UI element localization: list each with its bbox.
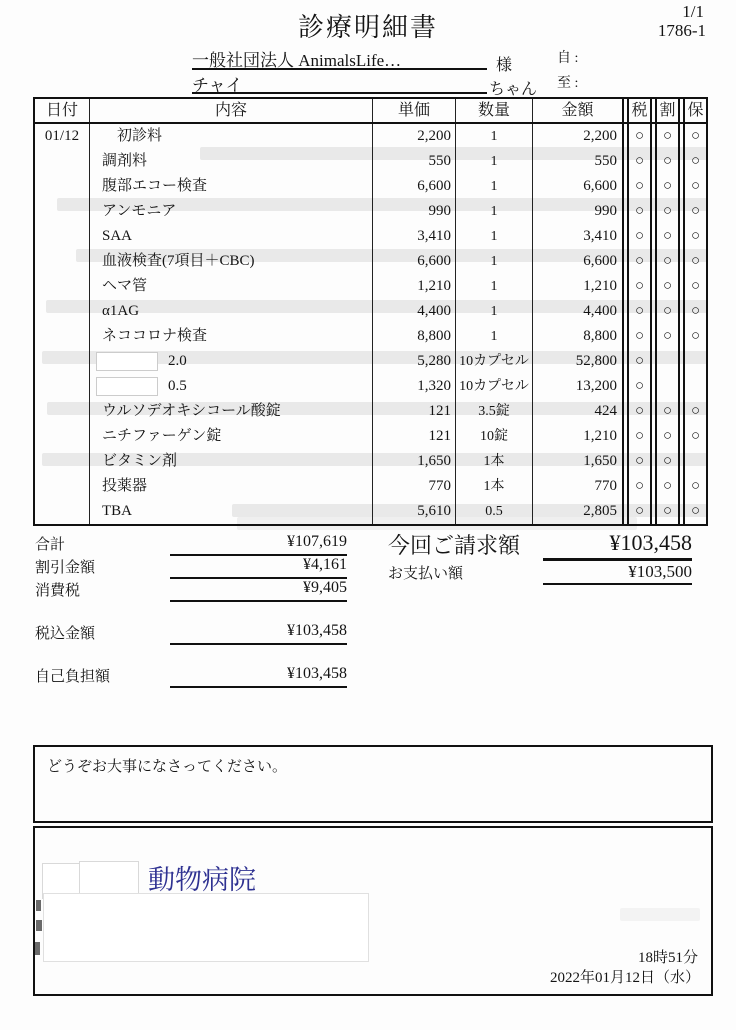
insurance-mark [683, 349, 708, 374]
item-unit-price: 4,400 [373, 299, 456, 324]
item-quantity: 10カプセル [456, 349, 533, 374]
tax-mark: ○ [627, 149, 652, 174]
item-name [90, 224, 373, 249]
header-insurance: 保 [683, 99, 708, 122]
item-unit-price: 121 [373, 424, 456, 449]
tax-mark: ○ [627, 449, 652, 474]
item-quantity: 1 [456, 249, 533, 274]
item-name-text: 調剤料 [102, 153, 148, 169]
print-date: 2022年01月12日（水） [549, 970, 700, 986]
item-amount: 2,805 [533, 499, 624, 524]
item-amount: 770 [533, 474, 624, 499]
item-date [33, 299, 90, 324]
summary-tax-label: 消費税 [35, 583, 81, 599]
item-name [90, 474, 373, 499]
invoice-amount-value: ¥103,458 [543, 527, 692, 561]
table-row [33, 124, 708, 149]
item-quantity: 1 [456, 124, 533, 149]
summary-total-with-tax-label: 税込金額 [35, 626, 96, 642]
item-quantity: 0.5 [456, 499, 533, 524]
insurance-mark: ○ [683, 399, 708, 424]
document-number: 1786-1 [657, 21, 706, 40]
discount-mark: ○ [655, 399, 680, 424]
table-row [33, 274, 708, 299]
item-date [33, 249, 90, 274]
item-unit-price: 3,410 [373, 224, 456, 249]
redacted-text-fragment [36, 900, 41, 911]
header-unit-price: 単価 [373, 99, 456, 122]
table-row [33, 499, 708, 524]
item-name [90, 299, 373, 324]
header-tax: 税 [627, 99, 652, 122]
client-honorific: 様 [496, 57, 513, 74]
tax-mark: ○ [627, 274, 652, 299]
discount-mark: ○ [655, 274, 680, 299]
item-name-text: 初診料 [102, 128, 163, 144]
item-date [33, 424, 90, 449]
table-row [33, 399, 708, 424]
item-amount: 1,210 [533, 424, 624, 449]
item-date [33, 274, 90, 299]
item-name-text: ビタミン剤 [102, 453, 178, 469]
discount-mark: ○ [655, 324, 680, 349]
item-date [33, 449, 90, 474]
discount-mark: ○ [655, 149, 680, 174]
table-body [33, 124, 708, 524]
discount-mark: ○ [655, 124, 680, 149]
pet-honorific: ちゃん [489, 81, 538, 98]
item-unit-price: 990 [373, 199, 456, 224]
item-amount: 4,400 [533, 299, 624, 324]
header-discount: 割 [655, 99, 680, 122]
item-name [90, 174, 373, 199]
redaction-box [96, 377, 158, 396]
item-name [90, 449, 373, 474]
item-quantity: 1 [456, 324, 533, 349]
insurance-mark: ○ [683, 149, 708, 174]
item-amount: 6,600 [533, 249, 624, 274]
page-number: 1/1 [682, 2, 704, 21]
item-quantity: 1 [456, 199, 533, 224]
discount-mark: ○ [655, 299, 680, 324]
item-date [33, 324, 90, 349]
item-unit-price: 770 [373, 474, 456, 499]
tax-mark: ○ [627, 174, 652, 199]
items-table [33, 97, 708, 526]
item-amount: 1,650 [533, 449, 624, 474]
item-amount: 1,210 [533, 274, 624, 299]
insurance-mark: ○ [683, 249, 708, 274]
pet-name: チャイ [192, 71, 487, 94]
tax-mark: ○ [627, 499, 652, 524]
discount-mark: ○ [655, 199, 680, 224]
table-row [33, 174, 708, 199]
discount-mark [655, 349, 680, 374]
header-amount: 金額 [533, 99, 624, 122]
insurance-mark: ○ [683, 174, 708, 199]
item-date [33, 174, 90, 199]
message-text: どうぞお大事になさってください。 [47, 759, 288, 775]
item-name-text: アンモニア [102, 203, 177, 219]
item-quantity: 1 [456, 299, 533, 324]
item-date [33, 224, 90, 249]
tax-mark: ○ [627, 424, 652, 449]
tax-mark: ○ [627, 349, 652, 374]
item-name-text: SAA [102, 228, 133, 244]
message-box [33, 745, 713, 823]
item-amount: 2,200 [533, 124, 624, 149]
item-date [33, 149, 90, 174]
item-name [90, 499, 373, 524]
item-name [90, 149, 373, 174]
table-row [33, 199, 708, 224]
item-quantity: 1本 [456, 449, 533, 474]
redacted-text-fragment [36, 920, 42, 931]
item-name-text: 血液検査(7項目＋CBC) [102, 253, 255, 269]
redacted-text-fragment [35, 942, 40, 955]
tax-mark: ○ [627, 474, 652, 499]
item-amount: 550 [533, 149, 624, 174]
item-quantity: 1本 [456, 474, 533, 499]
table-row [33, 449, 708, 474]
tax-mark: ○ [627, 299, 652, 324]
period-to-label: 至 : [557, 76, 579, 91]
item-name-text: 投薬器 [102, 478, 148, 494]
item-quantity: 10錠 [456, 424, 533, 449]
tax-mark: ○ [627, 199, 652, 224]
discount-mark: ○ [655, 224, 680, 249]
item-date [33, 474, 90, 499]
insurance-mark: ○ [683, 199, 708, 224]
discount-mark: ○ [655, 499, 680, 524]
item-quantity: 3.5錠 [456, 399, 533, 424]
payment-amount-label: お支払い額 [388, 566, 464, 582]
item-name-text: α1AG [102, 303, 140, 319]
item-unit-price: 1,650 [373, 449, 456, 474]
table-row [33, 349, 708, 374]
insurance-mark [683, 374, 708, 399]
item-unit-price: 2,200 [373, 124, 456, 149]
discount-mark: ○ [655, 449, 680, 474]
table-row [33, 374, 708, 399]
clinic-name: 動物病院 [148, 865, 256, 895]
item-name [90, 349, 373, 374]
item-unit-price: 5,280 [373, 349, 456, 374]
insurance-mark: ○ [683, 299, 708, 324]
insurance-mark: ○ [683, 324, 708, 349]
period-from-label: 自 : [557, 51, 579, 66]
header-date: 日付 [33, 99, 90, 122]
item-unit-price: 121 [373, 399, 456, 424]
table-row [33, 299, 708, 324]
item-name [90, 399, 373, 424]
item-unit-price: 6,600 [373, 249, 456, 274]
discount-mark [655, 374, 680, 399]
summary-discount-label: 割引金額 [35, 560, 96, 576]
tax-mark: ○ [627, 324, 652, 349]
item-date: 01/12 [33, 124, 90, 149]
item-unit-price: 8,800 [373, 324, 456, 349]
summary-self-pay-label: 自己負担額 [35, 669, 111, 685]
client-name: 一般社団法人 AnimalsLife… [192, 46, 487, 70]
item-date [33, 349, 90, 374]
item-date [33, 399, 90, 424]
item-name-text: TBA [102, 503, 132, 519]
item-name [90, 374, 373, 399]
item-name [90, 274, 373, 299]
redaction-box [96, 352, 158, 371]
insurance-mark: ○ [683, 499, 708, 524]
discount-mark: ○ [655, 174, 680, 199]
item-name-text: ネココロナ検査 [102, 328, 208, 344]
invoice-amount-label: 今回ご請求額 [388, 533, 521, 558]
payment-amount-value: ¥103,500 [543, 560, 692, 585]
item-name-text: ウルソデオキシコール酸錠 [102, 403, 281, 419]
print-time: 18時51分 [637, 950, 698, 966]
header-content: 内容 [90, 99, 373, 122]
table-row [33, 249, 708, 274]
item-name-text: 0.5 [168, 378, 187, 394]
table-row [33, 224, 708, 249]
item-amount: 13,200 [533, 374, 624, 399]
table-header-row [33, 97, 708, 124]
item-amount: 52,800 [533, 349, 624, 374]
item-amount: 8,800 [533, 324, 624, 349]
item-name-text: 腹部エコー検査 [102, 178, 208, 194]
summary-discount-value: ¥4,161 [170, 556, 347, 579]
table-row [33, 324, 708, 349]
item-unit-price: 5,610 [373, 499, 456, 524]
insurance-mark: ○ [683, 124, 708, 149]
document-title: 診療明細書 [297, 13, 438, 42]
tax-mark: ○ [627, 399, 652, 424]
item-quantity: 1 [456, 224, 533, 249]
item-unit-price: 1,320 [373, 374, 456, 399]
summary-total-with-tax-value: ¥103,458 [170, 622, 347, 645]
item-name [90, 424, 373, 449]
tax-mark: ○ [627, 249, 652, 274]
table-row [33, 149, 708, 174]
item-unit-price: 550 [373, 149, 456, 174]
insurance-mark: ○ [683, 474, 708, 499]
item-name-text: ニチファーゲン錠 [102, 428, 222, 444]
tax-mark: ○ [627, 224, 652, 249]
address-redaction-box [43, 893, 369, 962]
item-name [90, 249, 373, 274]
tax-mark: ○ [627, 124, 652, 149]
item-amount: 990 [533, 199, 624, 224]
summary-self-pay-value: ¥103,458 [170, 665, 347, 688]
insurance-mark [683, 449, 708, 474]
item-name-text: 2.0 [168, 353, 187, 369]
item-quantity: 1 [456, 174, 533, 199]
item-name [90, 124, 373, 149]
item-name [90, 199, 373, 224]
item-date [33, 199, 90, 224]
item-quantity: 10カプセル [456, 374, 533, 399]
item-amount: 424 [533, 399, 624, 424]
item-unit-price: 6,600 [373, 174, 456, 199]
discount-mark: ○ [655, 249, 680, 274]
summary-tax-value: ¥9,405 [170, 579, 347, 602]
item-unit-price: 1,210 [373, 274, 456, 299]
insurance-mark: ○ [683, 224, 708, 249]
discount-mark: ○ [655, 474, 680, 499]
summary-total-value: ¥107,619 [170, 533, 347, 556]
discount-mark: ○ [655, 424, 680, 449]
header-quantity: 数量 [456, 99, 533, 122]
table-row [33, 474, 708, 499]
tax-mark: ○ [627, 374, 652, 399]
item-quantity: 1 [456, 274, 533, 299]
table-row [33, 424, 708, 449]
item-name-text: ヘマ管 [102, 278, 148, 294]
item-amount: 3,410 [533, 224, 624, 249]
insurance-mark: ○ [683, 424, 708, 449]
item-quantity: 1 [456, 149, 533, 174]
item-date [33, 374, 90, 399]
item-amount: 6,600 [533, 174, 624, 199]
item-date [33, 499, 90, 524]
insurance-mark: ○ [683, 274, 708, 299]
item-name [90, 324, 373, 349]
summary-total-label: 合計 [35, 537, 66, 553]
